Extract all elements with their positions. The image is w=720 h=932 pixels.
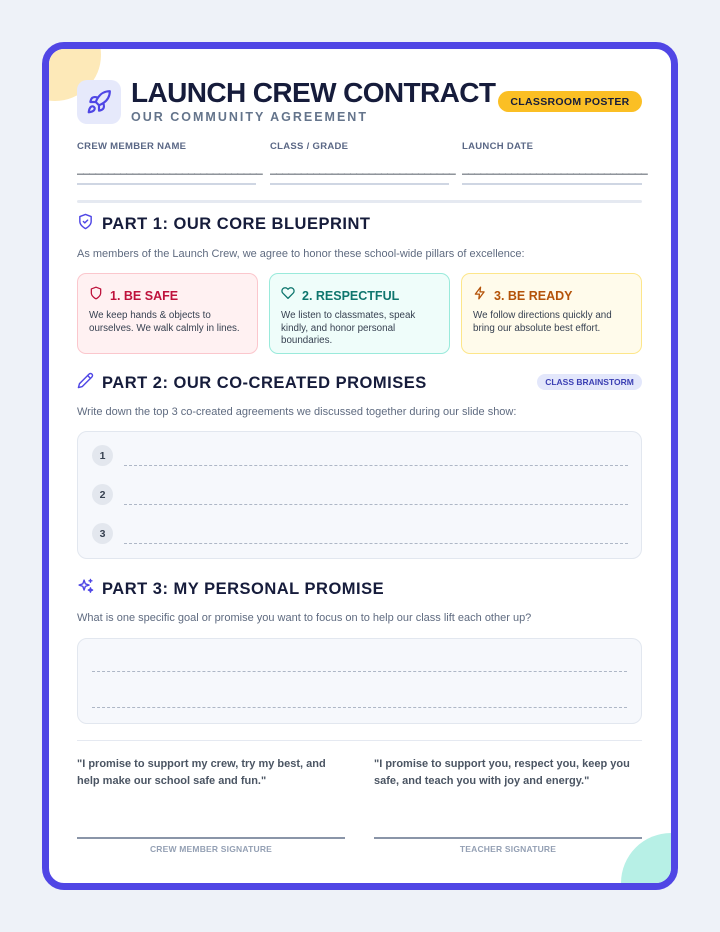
personal-promise-line[interactable] bbox=[92, 707, 627, 708]
crew-member-name-underline bbox=[77, 183, 256, 185]
part1-title: PART 1: OUR CORE BLUEPRINT bbox=[102, 214, 371, 233]
decorative-blob-bottom-right bbox=[621, 833, 678, 890]
pillar-text: We listen to classmates, speak kindly, and honor personal boundaries. bbox=[281, 310, 416, 346]
pillar-title: 3. BE READY bbox=[494, 288, 573, 303]
promise-write-line[interactable] bbox=[124, 465, 628, 466]
part3-description: What is one specific goal or promise you want to focus on to help our class lift each other up? bbox=[77, 612, 532, 624]
part1-heading bbox=[77, 213, 370, 235]
launch-date-label: LAUNCH DATE bbox=[462, 141, 534, 152]
promise-write-line[interactable] bbox=[124, 504, 628, 505]
heart-icon bbox=[281, 286, 295, 305]
promise-number: 3 bbox=[92, 523, 113, 544]
part3-heading bbox=[77, 578, 384, 600]
teacher-signature-label: TEACHER SIGNATURE bbox=[459, 844, 557, 854]
launch-date-underline bbox=[462, 183, 642, 185]
part2-title: PART 2: OUR CO-CREATED PROMISES bbox=[102, 373, 427, 392]
promise-number: 2 bbox=[92, 484, 113, 505]
promise-write-line[interactable] bbox=[124, 543, 628, 544]
part2-heading bbox=[77, 372, 427, 394]
lightning-icon bbox=[473, 286, 487, 305]
part1-description: As members of the Launch Crew, we agree to honor these school-wide pillars of excellence: bbox=[77, 248, 525, 260]
page-title: LAUNCH CREW CONTRACT bbox=[131, 77, 496, 108]
signature-divider bbox=[77, 740, 642, 741]
promise-row[interactable] bbox=[92, 484, 628, 506]
crew-member-signature-line[interactable] bbox=[77, 837, 345, 839]
crew-member-name-field[interactable]: ______________________________ bbox=[77, 161, 263, 175]
pencil-icon bbox=[77, 372, 94, 394]
promise-number: 1 bbox=[92, 445, 113, 466]
classroom-poster-badge: CLASSROOM POSTER bbox=[498, 91, 642, 112]
co-created-promises-box bbox=[77, 431, 642, 559]
pillar-title: 1. BE SAFE bbox=[110, 288, 179, 303]
pillar-respectful bbox=[269, 273, 450, 354]
launch-date-field[interactable]: ______________________________ bbox=[462, 161, 648, 175]
crew-member-name-label: CREW MEMBER NAME bbox=[77, 141, 187, 152]
promise-row[interactable] bbox=[92, 445, 628, 467]
part3-title: PART 3: MY PERSONAL PROMISE bbox=[102, 579, 385, 598]
class-grade-field[interactable]: ______________________________ bbox=[270, 161, 456, 175]
class-grade-underline bbox=[270, 183, 449, 185]
shield-icon bbox=[89, 286, 103, 305]
contract-card bbox=[42, 42, 678, 890]
teacher-signature-line[interactable] bbox=[374, 837, 642, 839]
teacher-promise-quote: "I promise to support you, respect you, keep you safe, and teach you with joy and energy." bbox=[374, 758, 630, 787]
pillar-title: 2. RESPECTFUL bbox=[302, 288, 400, 303]
student-promise-quote: "I promise to support my crew, try my best, and help make our school safe and fun." bbox=[77, 758, 326, 787]
rocket-icon bbox=[77, 80, 121, 124]
promise-row[interactable] bbox=[92, 523, 628, 545]
class-grade-label: CLASS / GRADE bbox=[270, 141, 349, 152]
pillar-text: We follow directions quickly and bring our absolute best effort. bbox=[473, 310, 612, 334]
pillar-be-ready bbox=[461, 273, 642, 354]
crew-member-signature-label: CREW MEMBER SIGNATURE bbox=[149, 844, 273, 854]
sparkle-icon bbox=[77, 578, 94, 600]
personal-promise-box[interactable] bbox=[77, 638, 642, 724]
page-subtitle: OUR COMMUNITY AGREEMENT bbox=[131, 110, 368, 124]
shield-icon bbox=[77, 213, 94, 235]
class-brainstorm-badge: CLASS BRAINSTORM bbox=[537, 374, 642, 390]
personal-promise-line[interactable] bbox=[92, 671, 627, 672]
header-divider bbox=[77, 200, 642, 203]
pillar-be-safe bbox=[77, 273, 258, 354]
part2-description: Write down the top 3 co-created agreements we discussed together during our slide show: bbox=[77, 406, 517, 418]
pillar-text: We keep hands & objects to ourselves. We walk calmly in lines. bbox=[89, 310, 240, 334]
